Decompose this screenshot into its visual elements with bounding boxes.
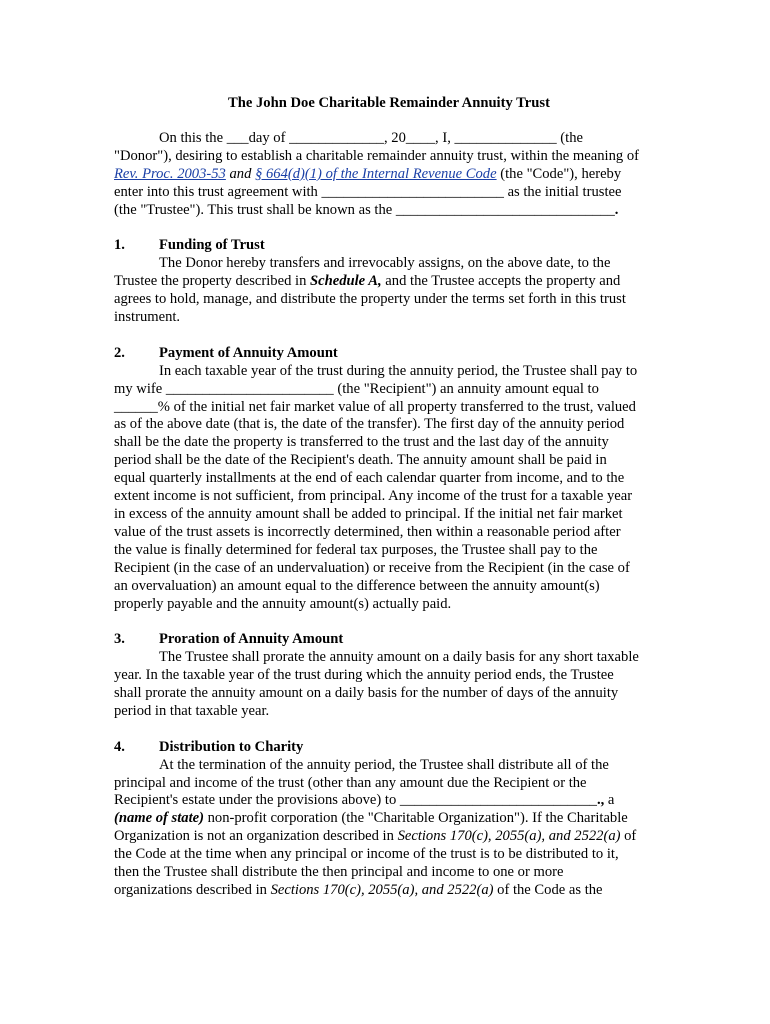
section-line: Recipient (in the case of an undervaluation) or receive from the Recipient (in the case of (114, 559, 630, 576)
section-line: principal and income of the trust (other than any amount due the Recipient or the (114, 774, 587, 791)
intro-paragraph (114, 130, 660, 220)
section-line: ______% of the initial net fair market value of all property transferred to the trust, valued (114, 398, 636, 415)
intro-line-4: enter into this trust agreement with _________________________ as the initial trustee (114, 183, 622, 200)
irc-664-link[interactable]: § 664(d)(1) of the Internal Revenue Code (255, 165, 497, 182)
section-heading: 4. Distribution to Charity (114, 738, 304, 755)
section-proration-of-annuity-amount (114, 631, 660, 721)
section-line: organizations described in Sections 170(c), 2055(a), and 2522(a) of the Code as the (114, 882, 603, 898)
section-line: In each taxable year of the trust during the annuity period, the Trustee shall pay to (159, 362, 638, 379)
intro-line-5: (the "Trustee"). This trust shall be known as the ______________________________. (114, 201, 619, 218)
section-line: shall prorate the annuity amount on a daily basis for the number of days of the annuity (114, 685, 619, 702)
document-page (114, 93, 660, 900)
section-line: agrees to hold, manage, and distribute the property under the terms set forth in this trust (114, 291, 626, 308)
section-funding-of-trust (114, 237, 660, 327)
section-line: The Donor hereby transfers and irrevocably assigns, on the above date, to the (159, 255, 611, 272)
section-line: then the Trustee shall distribute the then principal and income to one or more (114, 864, 564, 881)
document-title: The John Doe Charitable Remainder Annuity Trust (228, 95, 550, 111)
intro-line-3: Rev. Proc. 2003-53 and § 664(d)(1) of the Internal Revenue Code (the "Code"), hereby (114, 165, 622, 182)
section-line: The Trustee shall prorate the annuity amount on a daily basis for any short taxable (159, 649, 639, 666)
section-line: shall be the date the property is transferred to the trust and the last day of the annuity (114, 434, 609, 451)
section-line: Trustee the property described in Schedule A, and the Trustee accepts the property and (114, 273, 621, 290)
section-line: Organization is not an organization described in Sections 170(c), 2055(a), and 2522(a) of (114, 828, 637, 845)
section-line: period in that taxable year. (114, 702, 270, 719)
intro-line-1: On this the ___day of _____________, 20____, I, ______________ (the (159, 130, 583, 146)
section-line: period shall be the date of the Recipient's death. The annuity amount shall be paid in (114, 452, 607, 469)
section-distribution-to-charity (114, 739, 660, 900)
section-line: the value is finally determined for federal tax purposes, the Trustee shall pay to the (114, 541, 598, 558)
section-line: an overvaluation) an amount equal to the difference between the annuity amount(s) (114, 577, 600, 594)
section-heading: 3. Proration of Annuity Amount (114, 631, 344, 648)
section-payment-of-annuity-amount (114, 345, 660, 614)
section-line: instrument. (114, 309, 181, 326)
section-line: in excess of the annuity amount shall be added to principal. If the initial net fair market (114, 506, 623, 522)
section-line: properly payable and the annuity amount(s) actually paid. (114, 595, 452, 612)
section-line: the Code at the time when any principal or income of the trust is to be distributed to it, (114, 846, 619, 863)
section-line: extent income is not sufficient, from principal. Any income of the trust for a taxable year (114, 488, 633, 505)
section-line: as of the above date (that is, the date of the transfer). The first day of the annuity period (114, 416, 625, 433)
section-line: Recipient's estate under the provisions above) to ___________________________., a (114, 792, 615, 809)
section-line: equal quarterly installments at the end of each calendar quarter from income, and to the (114, 470, 625, 487)
section-line: value of the trust assets is incorrectly determined, then within a reasonable period after (114, 523, 621, 540)
section-line: my wife _______________________ (the "Recipient") an annuity amount equal to (114, 380, 599, 397)
rev-proc-link[interactable]: Rev. Proc. 2003-53 (114, 165, 226, 182)
section-line: At the termination of the annuity period, the Trustee shall distribute all of the (159, 756, 609, 773)
section-heading: 1. Funding of Trust (114, 237, 265, 254)
section-line: (name of state) non-profit corporation (the "Charitable Organization"). If the Charitable (114, 810, 628, 827)
section-heading: 2. Payment of Annuity Amount (114, 344, 338, 361)
section-line: year. In the taxable year of the trust during which the annuity period ends, the Trustee (114, 667, 614, 684)
intro-line-2: "Donor"), desiring to establish a charitable remainder annuity trust, within the meaning of (114, 147, 639, 164)
